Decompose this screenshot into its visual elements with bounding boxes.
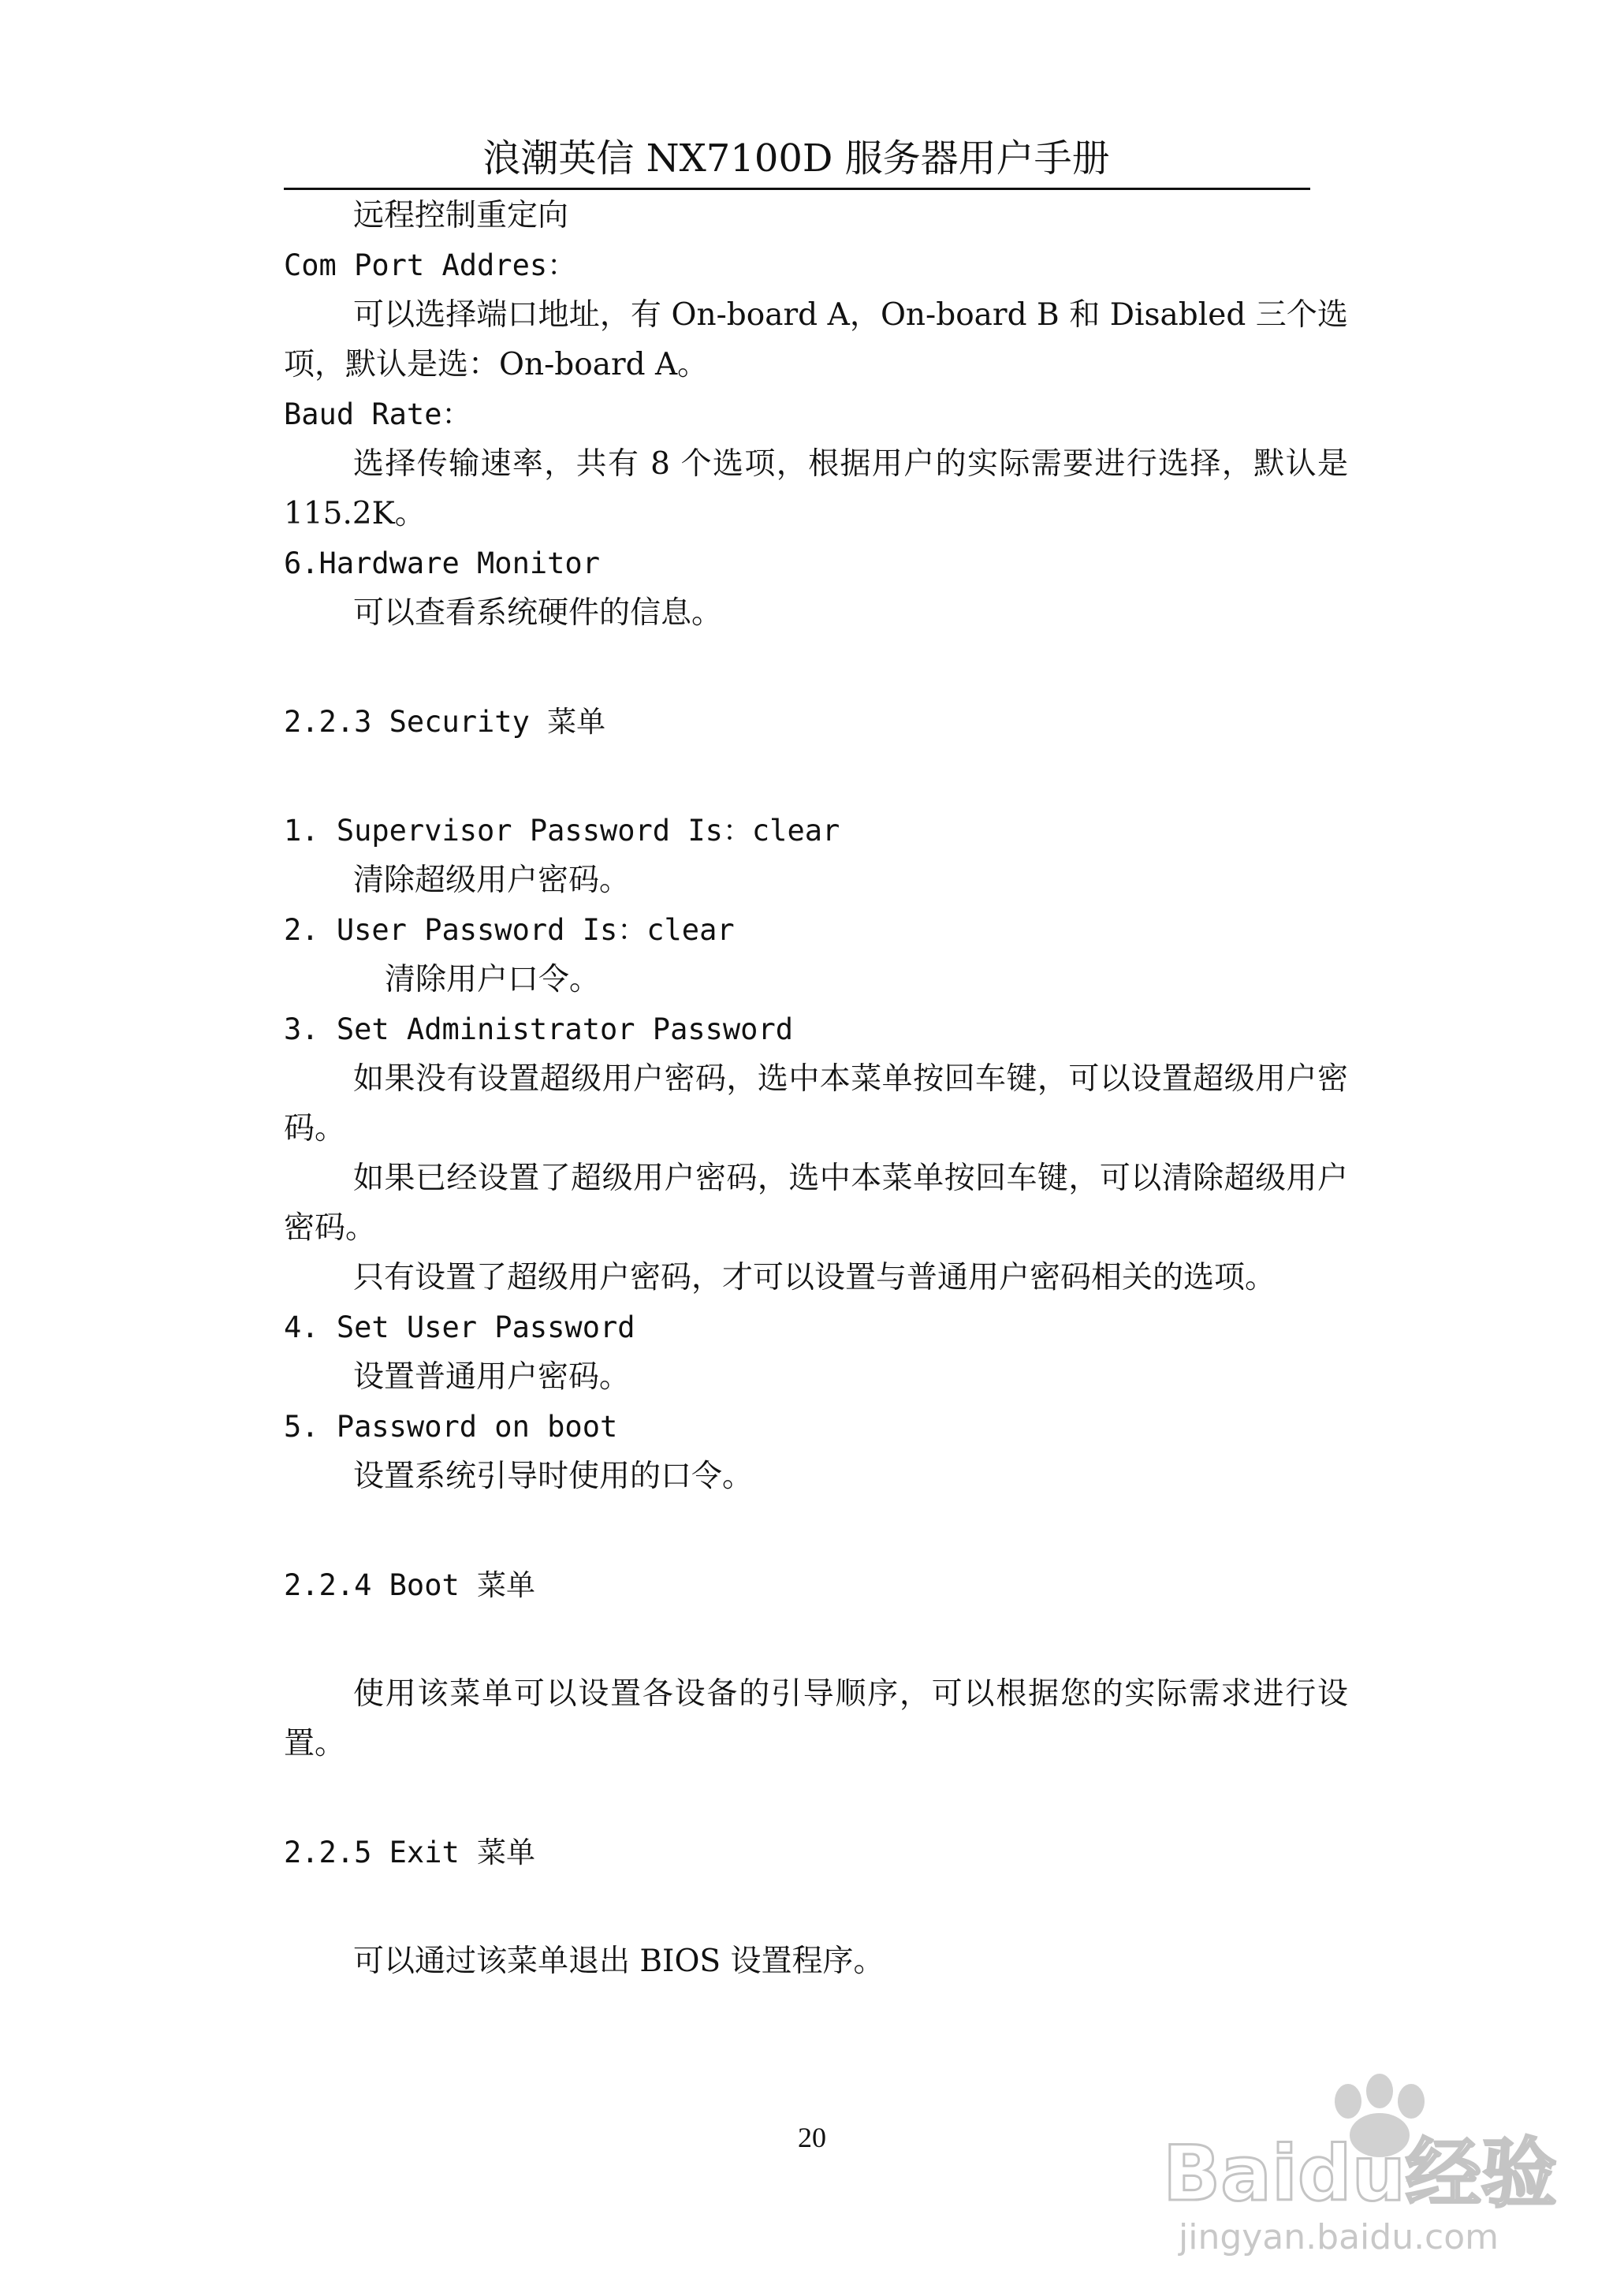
set-admin-password-desc-3: 只有设置了超级用户密码，才可以设置与普通用户密码相关的选项。	[353, 1260, 1276, 1295]
spacer	[284, 638, 1348, 697]
spacer	[284, 747, 1348, 806]
remote-redirection-heading: 远程控制重定向	[353, 198, 569, 233]
baidu-jingyan-watermark	[1147, 2074, 1557, 2263]
user-password-item: 2. User Password Is：clear	[284, 913, 735, 947]
hardware-monitor-label: 6.Hardware Monitor	[284, 546, 600, 580]
document-body	[284, 191, 1348, 1986]
header-rule	[284, 188, 1310, 190]
spacer	[284, 1501, 1348, 1560]
security-menu-heading: 2.2.3 Security 菜单	[284, 705, 606, 739]
spacer	[284, 1610, 1348, 1669]
password-on-boot-description: 设置系统引导时使用的口令。	[353, 1459, 754, 1494]
watermark-url: jingyan.baidu.com	[1179, 2217, 1499, 2257]
watermark-brand: Baidu经验	[1163, 2130, 1557, 2218]
user-password-description: 清除用户口令。	[385, 962, 601, 997]
set-admin-password-desc-2: 如果已经设置了超级用户密码，选中本菜单按回车键，可以清除超级用户密码。	[284, 1161, 1348, 1246]
boot-menu-heading: 2.2.4 Boot 菜单	[284, 1568, 536, 1602]
set-user-password-item: 4. Set User Password	[284, 1310, 635, 1344]
exit-menu-heading: 2.2.5 Exit 菜单	[284, 1836, 536, 1869]
supervisor-password-description: 清除超级用户密码。	[353, 863, 631, 898]
spacer	[284, 1877, 1348, 1936]
hardware-monitor-description: 可以查看系统硬件的信息。	[353, 595, 723, 631]
set-admin-password-item: 3. Set Administrator Password	[284, 1012, 794, 1046]
boot-menu-description: 使用该菜单可以设置各设备的引导顺序，可以根据您的实际需求进行设置。	[284, 1676, 1348, 1761]
com-port-label: Com Port Addres：	[284, 248, 577, 282]
page-number: 20	[798, 2122, 826, 2153]
exit-menu-description: 可以通过该菜单退出 BIOS 设置程序。	[353, 1944, 885, 1979]
spacer	[284, 1769, 1348, 1828]
supervisor-password-item: 1. Supervisor Password Is：clear	[284, 814, 840, 848]
baud-rate-description: 选择传输速率，共有 8 个选项，根据用户的实际需要进行选择，默认是 115.2K。	[284, 446, 1348, 531]
set-user-password-description: 设置普通用户密码。	[353, 1359, 631, 1395]
baud-rate-label: Baud Rate：	[284, 397, 471, 431]
password-on-boot-item: 5. Password on boot	[284, 1410, 618, 1444]
com-port-description: 可以选择端口地址，有 On-board A，On-board B 和 Disabled 三个选项，默认是选：On-board A。	[284, 297, 1348, 382]
page-header-title: 浪潮英信 NX7100D 服务器用户手册	[482, 136, 1110, 181]
set-admin-password-desc-1: 如果没有设置超级用户密码，选中本菜单按回车键，可以设置超级用户密码。	[284, 1061, 1348, 1146]
